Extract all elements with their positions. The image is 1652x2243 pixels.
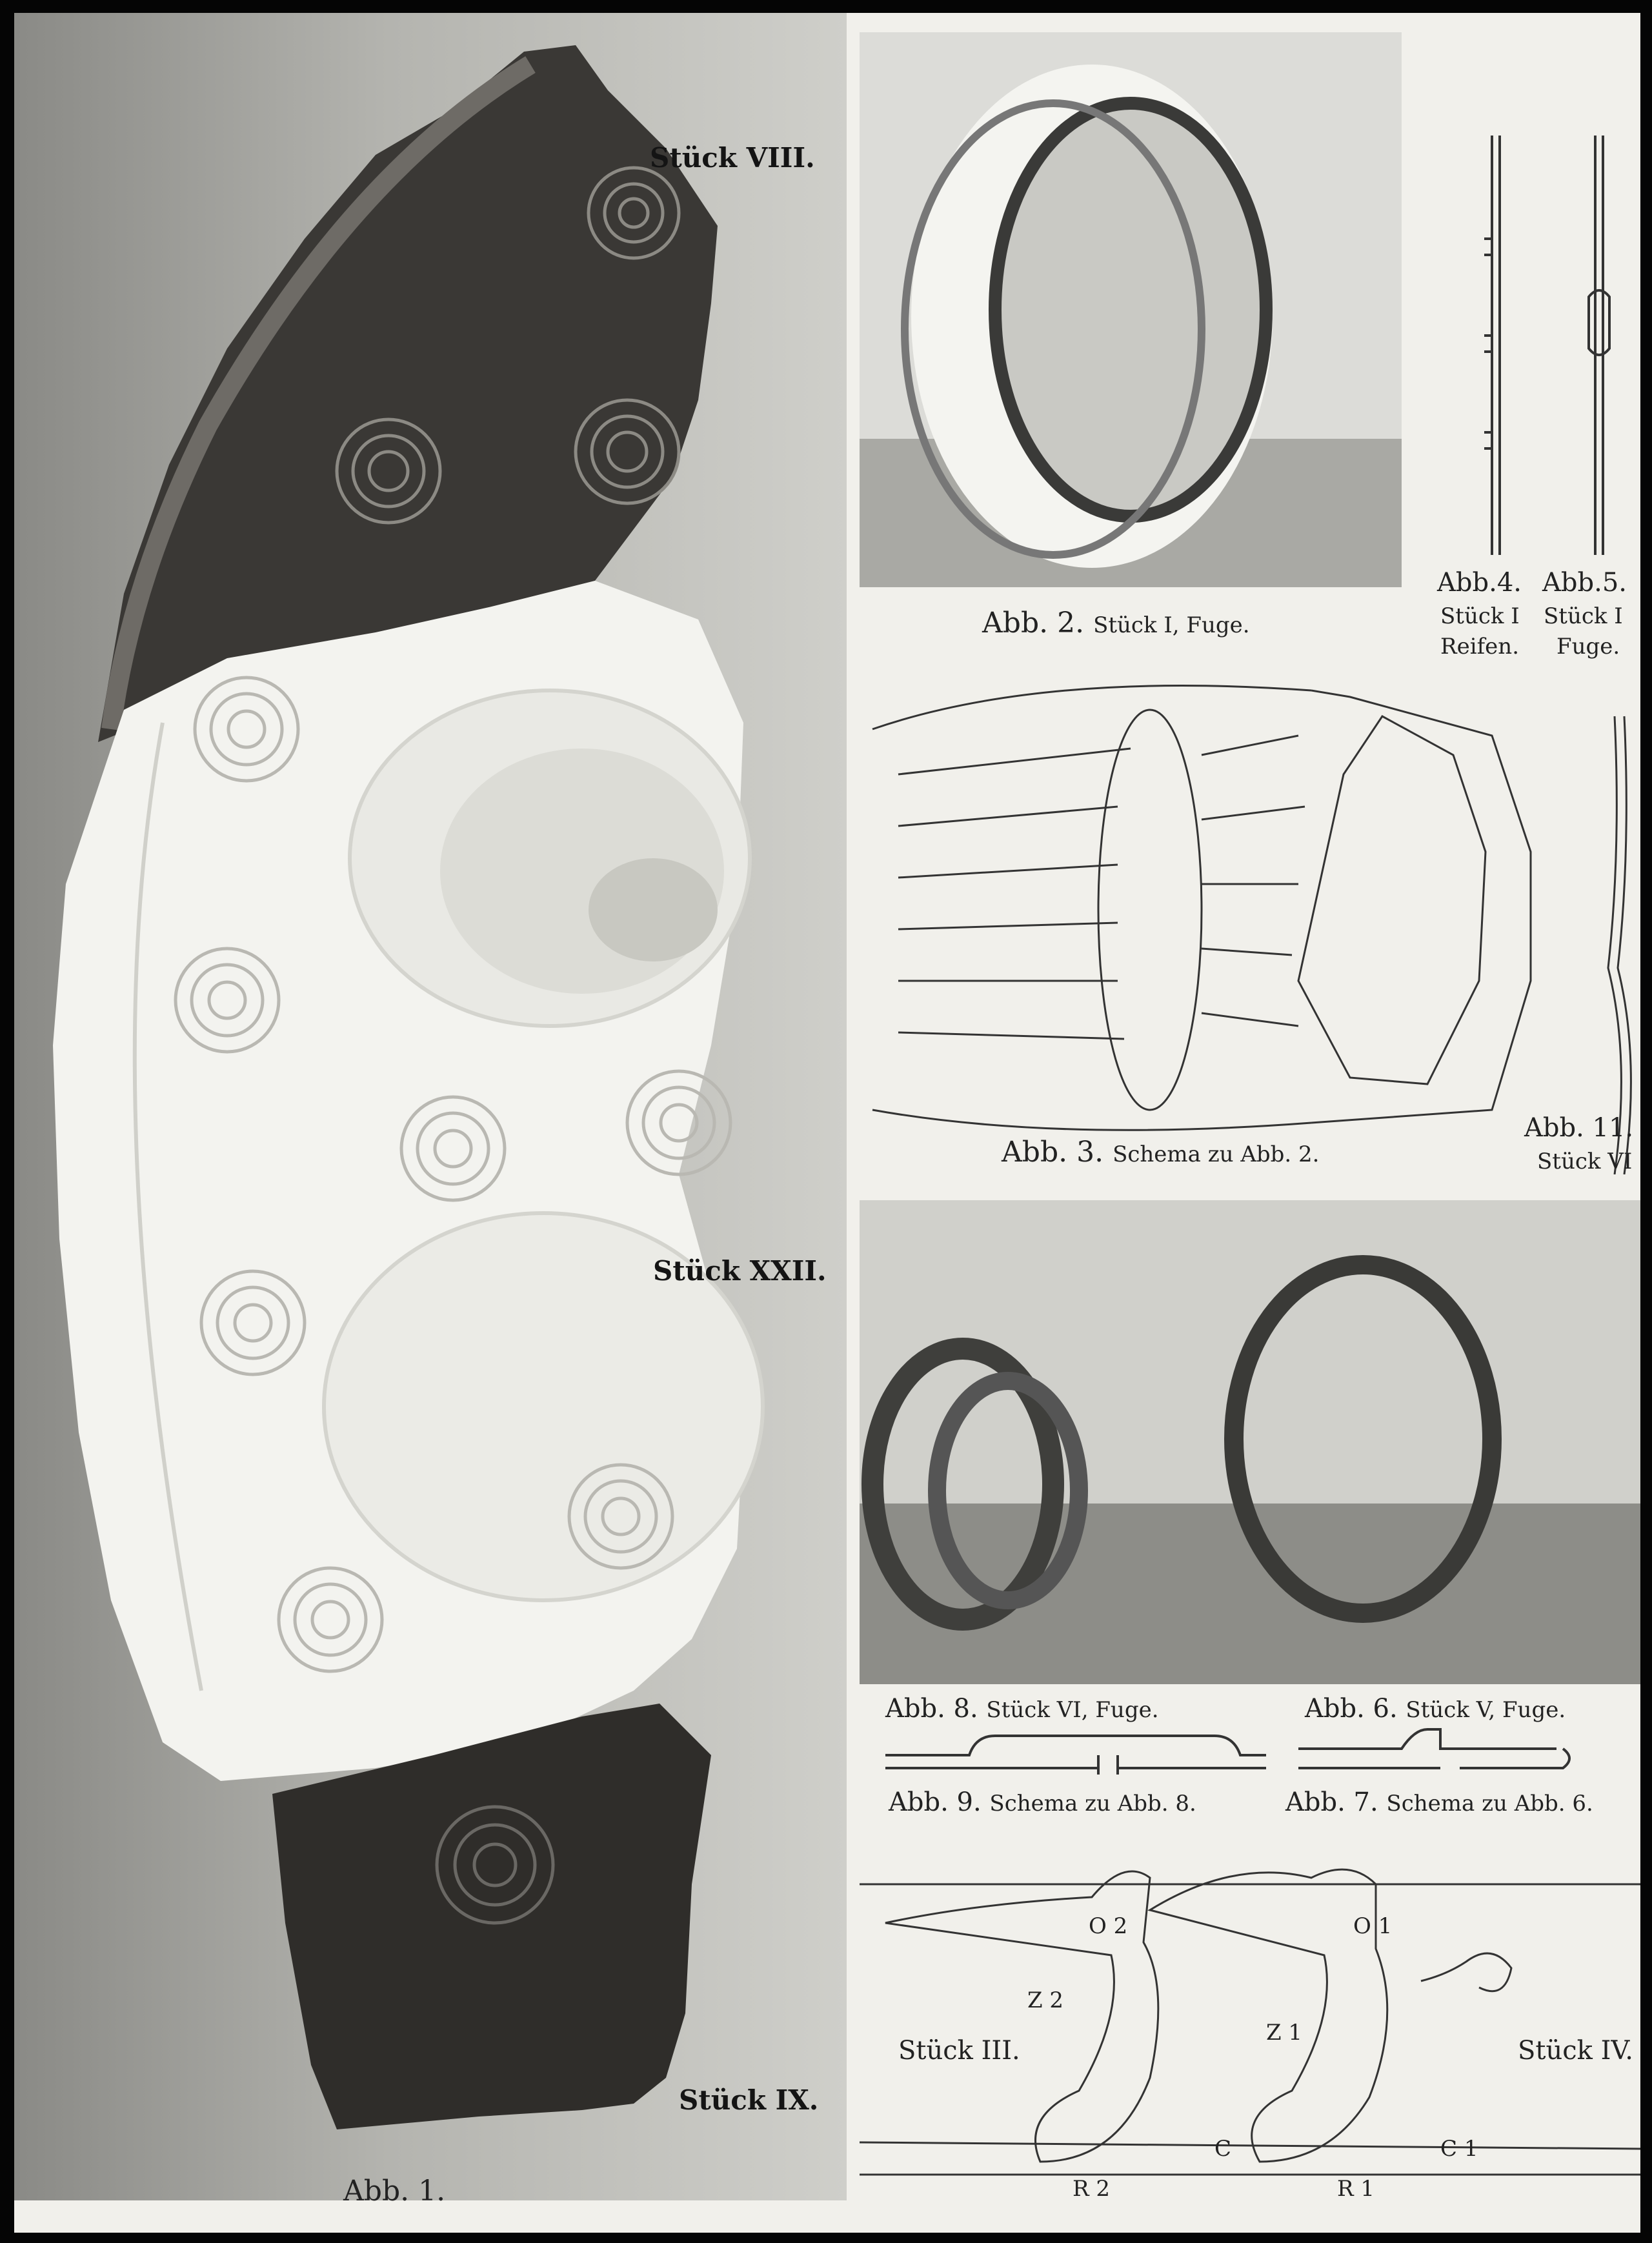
label-stueck-ix: Stück IX. (679, 2084, 819, 2116)
mark-z2: Z 2 (1027, 1987, 1064, 2013)
abb7-text: Schema zu Abb. 6. (1386, 1791, 1593, 1816)
mark-z1: Z 1 (1266, 2020, 1303, 2046)
label-stueck-xxii: Stück XXII. (653, 1255, 827, 1287)
right-column (847, 13, 1640, 2200)
abb6-text: Stück V, Fuge. (1405, 1697, 1566, 1723)
mark-r1: R 1 (1337, 2176, 1375, 2202)
mark-c: C (1214, 2136, 1232, 2162)
abb5-line2: Fuge. (1556, 634, 1620, 659)
abb7-number: Abb. 7. (1285, 1787, 1378, 1817)
label-stueck-viii: Stück VIII. (650, 142, 815, 174)
caption-abb1: Abb. 1. (343, 2175, 446, 2208)
abb11-text: Stück VI (1537, 1149, 1633, 1174)
shield-fragments-image (14, 13, 847, 2200)
caption-abb4: Abb.4. (1437, 568, 1522, 598)
abb3-number: Abb. 3. (1002, 1136, 1104, 1169)
abb8-number: Abb. 8. (885, 1694, 978, 1724)
abb9-text: Schema zu Abb. 8. (989, 1791, 1196, 1816)
abb9-number: Abb. 9. (889, 1787, 982, 1817)
abb4-line2: Reifen. (1440, 634, 1520, 659)
abb4-line1: Stück I (1440, 603, 1520, 629)
abb2-number: Abb. 2. (982, 607, 1085, 639)
abb3-text: Schema zu Abb. 2. (1113, 1142, 1320, 1167)
abb6-number: Abb. 6. (1305, 1694, 1398, 1724)
mark-r2: R 2 (1073, 2176, 1111, 2202)
abb2-text: Stück I, Fuge. (1093, 612, 1250, 638)
stueck-iii-iv-diagram (847, 13, 1640, 2200)
caption-abb5: Abb.5. (1542, 568, 1627, 598)
mark-o2: O 2 (1089, 1913, 1128, 1939)
mark-c1: C 1 (1440, 2136, 1478, 2162)
label-stueck-iv: Stück IV. (1518, 2036, 1634, 2066)
abb5-line1: Stück I (1544, 603, 1623, 629)
plate-sheet (14, 13, 1640, 2233)
label-stueck-iii: Stück III. (898, 2036, 1020, 2066)
abb1-photo (14, 13, 847, 2208)
mark-o1: O 1 (1353, 1913, 1393, 1939)
caption-abb11: Abb. 11. (1524, 1113, 1634, 1143)
abb8-text: Stück VI, Fuge. (986, 1697, 1159, 1723)
